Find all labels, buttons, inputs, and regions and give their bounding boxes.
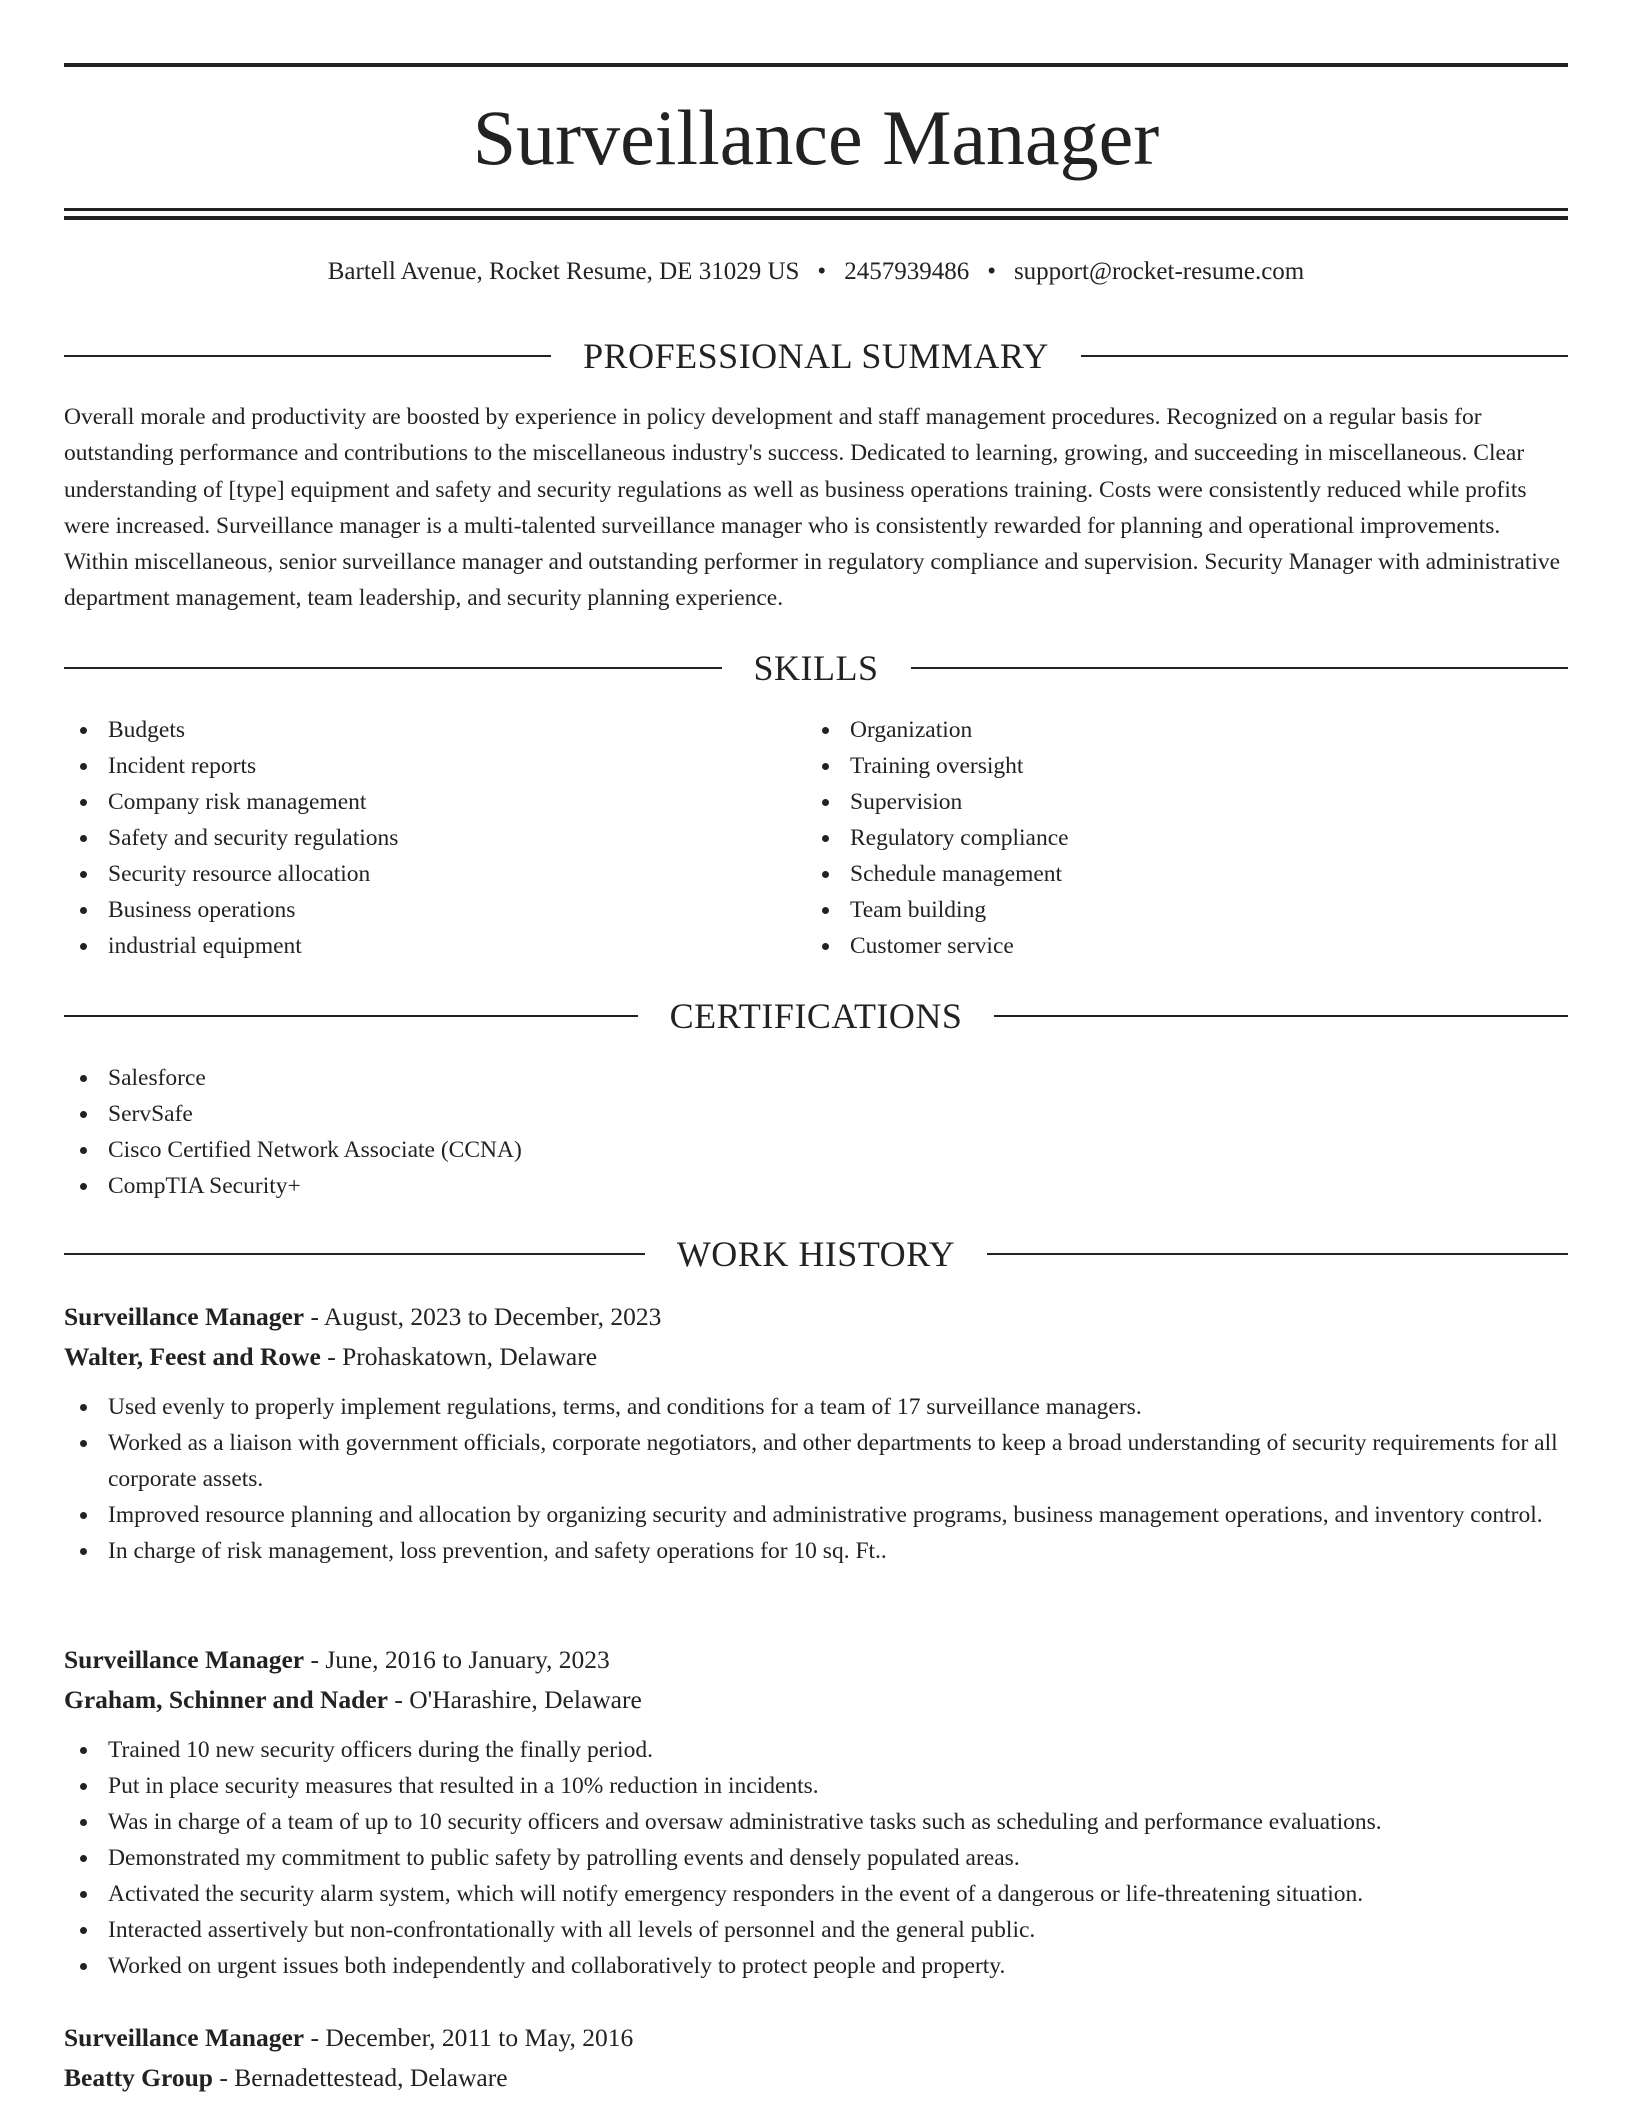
section-header-summary <box>64 334 1568 378</box>
skill-item: Business operations <box>64 892 804 928</box>
contact-line <box>64 254 1568 290</box>
section-rule-left <box>64 355 551 357</box>
job-bullet: Worked on urgent issues both independently and collaboratively to protect people and property. <box>64 1948 1568 1984</box>
job-dates: - June, 2016 to January, 2023 <box>304 1645 610 1674</box>
skill-item: Safety and security regulations <box>64 820 804 856</box>
job-company: Beatty Group <box>64 2063 213 2092</box>
job-bullet: Demonstrated my commitment to public safety by patrolling events and densely populated areas. <box>64 1840 1568 1876</box>
section-rule-right <box>987 1253 1568 1255</box>
section-rule-right <box>1081 355 1568 357</box>
skill-item: Training oversight <box>806 748 1546 784</box>
section-title-certifications: CERTIFICATIONS <box>669 996 963 1036</box>
skill-item: Team building <box>806 892 1546 928</box>
title-rule-lower <box>64 216 1568 220</box>
job-bullet: Used evenly to properly implement regulations, terms, and conditions for a team of 17 surveillance managers. <box>64 1389 1568 1425</box>
contact-phone: 2457939486 <box>844 258 970 285</box>
certification-item: Cisco Certified Network Associate (CCNA) <box>64 1132 1568 1168</box>
section-rule-right <box>911 667 1569 669</box>
skill-item: Security resource allocation <box>64 856 804 892</box>
section-title-work-history: WORK HISTORY <box>676 1234 956 1274</box>
section-title-skills: SKILLS <box>753 648 879 688</box>
skill-item: Budgets <box>64 712 804 748</box>
job-title: Surveillance Manager <box>64 2023 305 2052</box>
job-bullet: Was in charge of a team of up to 10 security officers and oversaw administrative tasks such as scheduling and performance evaluations. <box>64 1804 1568 1840</box>
job-bullet: Put in place security measures that resulted in a 10% reduction in incidents. <box>64 1768 1568 1804</box>
certification-item: ServSafe <box>64 1096 1568 1132</box>
job-bullet: Interacted assertively but non-confrontationally with all levels of personnel and the general public. <box>64 1912 1568 1948</box>
certification-item: CompTIA Security+ <box>64 1168 1568 1204</box>
job-company-line <box>64 1680 1568 1720</box>
section-title-summary: PROFESSIONAL SUMMARY <box>583 336 1049 376</box>
section-header-skills <box>64 646 1568 690</box>
summary-text: Overall morale and productivity are boosted by experience in policy development and staff management procedures. Recognized on a regular basis for outstanding performance and contributions to the miscellaneous industry's success. Dedicated to learning, growing, and succeeding in miscellaneous. Clear understanding of [type] equipment and safety and security regulations as well as business operations training. Costs were consistently reduced while profits were increased. Surveillance manager is a multi-talented surveillance manager who is consistently rewarded for planning and operational improvements. Within miscellaneous, senior surveillance manager and outstanding performer in regulatory compliance and supervision. Security Manager with administrative department management, team leadership, and security planning experience. <box>64 404 1561 612</box>
job-location: - Prohaskatown, Delaware <box>320 1342 598 1371</box>
skills-list-left <box>64 712 804 964</box>
job-title: Surveillance Manager <box>64 1302 305 1331</box>
skill-item: Incident reports <box>64 748 804 784</box>
skill-item: Organization <box>806 712 1546 748</box>
contact-separator: • <box>987 258 996 285</box>
section-rule-right <box>994 1015 1568 1017</box>
job-bullets <box>64 1389 1568 1569</box>
job-entry <box>64 1297 1568 1569</box>
resume-title: Surveillance Manager <box>472 94 1160 181</box>
job-bullet: Trained 10 new security officers during the finally period. <box>64 1732 1568 1768</box>
job-title: Surveillance Manager <box>64 1645 305 1674</box>
section-rule-left <box>64 1253 645 1255</box>
job-location: - Bernadettestead, Delaware <box>213 2063 508 2092</box>
job-bullet: Worked as a liaison with government officials, corporate negotiators, and other departments to keep a broad understanding of security requirements for all corporate assets. <box>64 1425 1568 1497</box>
job-title-line <box>64 1297 1568 1337</box>
section-rule-left <box>64 667 722 669</box>
skills-list-right <box>806 712 1546 964</box>
certification-item: Salesforce <box>64 1060 1568 1096</box>
contact-email[interactable]: support@rocket-resume.com <box>1013 258 1305 285</box>
section-rule-left <box>64 1015 638 1017</box>
job-title-line <box>64 2018 1568 2058</box>
job-company: Graham, Schinner and Nader <box>64 1685 388 1714</box>
job-company-line <box>64 2058 1568 2098</box>
title-rule-upper <box>64 208 1568 211</box>
job-location: - O'Harashire, Delaware <box>387 1685 642 1714</box>
job-entry <box>64 2018 1568 2098</box>
certifications-list <box>64 1060 1568 1204</box>
section-header-certifications <box>64 994 1568 1038</box>
skill-item: industrial equipment <box>64 928 804 964</box>
job-company-line <box>64 1337 1568 1377</box>
skill-item: Schedule management <box>806 856 1546 892</box>
job-company: Walter, Feest and Rowe <box>64 1342 321 1371</box>
contact-separator: • <box>817 258 827 285</box>
skill-item: Customer service <box>806 928 1546 964</box>
job-bullets <box>64 1732 1568 1984</box>
top-rule <box>64 63 1568 67</box>
section-header-work-history <box>64 1232 1568 1276</box>
job-bullet: In charge of risk management, loss prevention, and safety operations for 10 sq. Ft.. <box>64 1533 1568 1569</box>
job-entry <box>64 1640 1568 1984</box>
skill-item: Company risk management <box>64 784 804 820</box>
job-dates: - August, 2023 to December, 2023 <box>304 1302 662 1331</box>
contact-address: Bartell Avenue, Rocket Resume, DE 31029 US <box>327 258 800 285</box>
job-dates: - December, 2011 to May, 2016 <box>304 2023 634 2052</box>
job-bullet: Improved resource planning and allocation by organizing security and administrative programs, business management operations, and inventory control. <box>64 1497 1568 1533</box>
skill-item: Supervision <box>806 784 1546 820</box>
skill-item: Regulatory compliance <box>806 820 1546 856</box>
job-bullet: Activated the security alarm system, which will notify emergency responders in the event of a dangerous or life-threatening situation. <box>64 1876 1568 1912</box>
job-title-line <box>64 1640 1568 1680</box>
